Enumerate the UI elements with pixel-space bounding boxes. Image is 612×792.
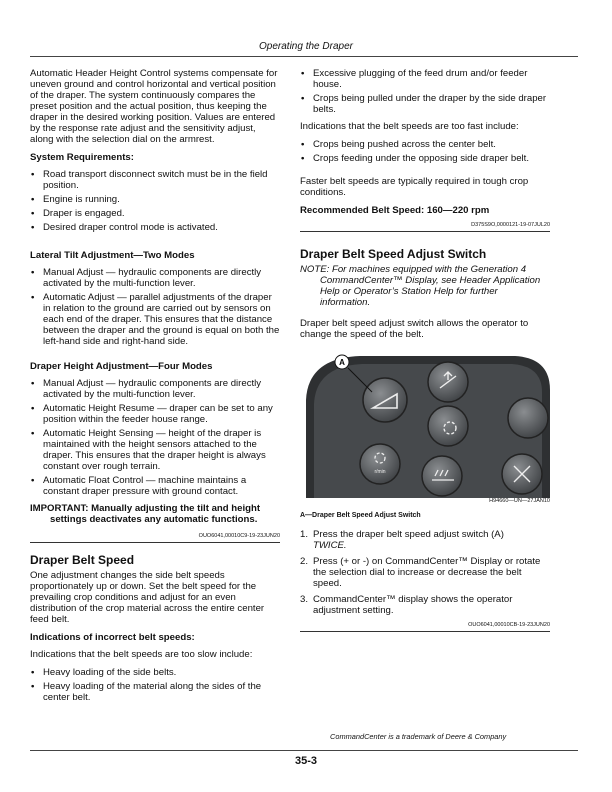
faster-speeds-note: Faster belt speeds are typically required in tough crop conditions. bbox=[300, 176, 529, 198]
speed-button bbox=[360, 444, 400, 484]
figure-caption: A—Draper Belt Speed Adjust Switch bbox=[300, 512, 421, 519]
lateral-tilt-heading: Lateral Tilt Adjustment—Two Modes bbox=[30, 250, 195, 261]
list-item bbox=[300, 556, 550, 589]
switch-description: Draper belt speed adjust switch allows the operator to change the speed of the belt. bbox=[300, 318, 529, 340]
footer-rule bbox=[30, 750, 578, 751]
step-number: 2. bbox=[300, 556, 309, 567]
armrest-switch-figure bbox=[300, 350, 550, 504]
ahhc-intro: Automatic Header Height Control systems compensate for uneven ground and control horizontal and vertical position of the draper. The system continuously compares the preset position and the actual position, thus keeping the draper in the desired working position. Values are entered by the response rate adjust and the sensitivity adjust, along with the selection dial on the armrest. bbox=[30, 68, 278, 145]
step-text: CommandCenter™ display shows the operator adjustment setting. bbox=[313, 594, 513, 616]
step-text: Press (+ or -) on CommandCenter™ Display or rotate the selection dial to increase or decrease the belt speed. bbox=[313, 556, 541, 589]
figure-reference: H94660—UN—27JAN10 bbox=[489, 498, 550, 504]
reference-code: OUO6041,00010CB-19-23JUN20 bbox=[300, 622, 550, 632]
left-column bbox=[30, 68, 280, 709]
draper-belt-speed-button bbox=[363, 378, 407, 422]
right-button-upper bbox=[508, 398, 548, 438]
system-requirements-heading: System Requirements: bbox=[30, 152, 134, 163]
list-item: • Crops being pushed across the center belt. bbox=[300, 139, 550, 150]
draper-belt-speed-heading: Draper Belt Speed bbox=[30, 553, 135, 567]
list-item: • Automatic Float Control — machine maintains a constant draper pressure with ground contact. bbox=[30, 475, 280, 497]
list-item: • Excessive plugging of the feed drum and/or feeder house. bbox=[300, 68, 550, 90]
armrest-control-panel-illustration bbox=[300, 350, 550, 498]
list-item: • Desired draper control mode is activated. bbox=[30, 222, 280, 233]
list-item: • Heavy loading of the material along the sides of the center belt. bbox=[30, 681, 280, 703]
generation4-note: NOTE: For machines equipped with the Generation 4 CommandCenter™ Display, see Header Application Help or Operator’s Station Help for further information. bbox=[300, 264, 541, 308]
too-slow-list-continued bbox=[300, 68, 550, 115]
list-item: • Automatic Height Sensing — height of the draper is maintained with the height sensors attached to the draper. This ensures that the draper height is always constant over rough terrain. bbox=[30, 428, 280, 472]
list-item: • Crops feeding under the opposing side draper belt. bbox=[300, 153, 550, 164]
list-item: • Automatic Adjust — parallel adjustments of the draper in relation to the ground are carried out by sensors on each end of the draper. This ensures that the distance between the draper and the ground is equal on both the left-hand side and right-hand side. bbox=[30, 292, 280, 347]
list-item bbox=[300, 594, 550, 616]
step-emphasis: TWICE. bbox=[313, 540, 347, 551]
step-number: 3. bbox=[300, 594, 309, 605]
incorrect-speeds-heading: Indications of incorrect belt speeds: bbox=[30, 632, 195, 643]
page-number: 35-3 bbox=[294, 755, 318, 767]
procedure-steps bbox=[300, 529, 550, 616]
right-column bbox=[300, 68, 550, 644]
system-requirements-list bbox=[30, 169, 280, 233]
too-fast-intro: Indications that the belt speeds are too fast include: bbox=[300, 121, 519, 132]
list-item: • Crops being pulled under the draper by the side draper belts. bbox=[300, 93, 550, 115]
belt-speed-switch-heading: Draper Belt Speed Adjust Switch bbox=[300, 247, 487, 261]
lateral-tilt-list bbox=[30, 267, 280, 347]
header-button bbox=[422, 456, 462, 496]
list-item: • Automatic Height Resume — draper can be set to any position within the feeder house range. bbox=[30, 403, 280, 425]
header-rule bbox=[30, 56, 578, 57]
reel-button bbox=[428, 406, 468, 446]
belt-speed-intro: One adjustment changes the side belt speeds proportionately up or down. Set the belt speed for the prevailing crop conditions and adjust for an even distribution of the crop material across the entire center feed belt. bbox=[30, 570, 265, 625]
draper-height-list bbox=[30, 378, 280, 497]
list-item: • Road transport disconnect switch must be in the field position. bbox=[30, 169, 280, 191]
running-header: Operating the Draper bbox=[259, 41, 353, 52]
reference-code: D375S9O,0000121-19-07JUL20 bbox=[300, 222, 550, 232]
too-slow-intro: Indications that the belt speeds are too slow include: bbox=[30, 649, 253, 660]
important-notice: IMPORTANT: Manually adjusting the tilt and height settings deactivates any automatic functions. bbox=[30, 503, 261, 525]
recommended-belt-speed: Recommended Belt Speed: 160—220 rpm bbox=[300, 205, 490, 216]
trademark-notice: CommandCenter is a trademark of Deere & Company bbox=[330, 732, 507, 741]
list-item: • Heavy loading of the side belts. bbox=[30, 667, 280, 678]
list-item: • Manual Adjust — hydraulic components are directly activated by the multi-function lever. bbox=[30, 267, 280, 289]
draper-height-heading: Draper Height Adjustment—Four Modes bbox=[30, 361, 213, 372]
callout-a-label: A bbox=[339, 358, 345, 367]
rpm-label: r/min bbox=[374, 469, 386, 475]
step-text: Press the draper belt speed adjust switch (A) bbox=[313, 529, 504, 540]
list-item: • Manual Adjust — hydraulic components are directly activated by the multi-function lever. bbox=[30, 378, 280, 400]
list-item: • Engine is running. bbox=[30, 194, 280, 205]
list-item bbox=[300, 529, 550, 551]
step-number: 1. bbox=[300, 529, 309, 540]
too-slow-list bbox=[30, 667, 280, 703]
too-fast-list bbox=[300, 139, 550, 164]
reference-code: OUO6041,00010C9-19-23JUN20 bbox=[30, 533, 280, 543]
list-item: • Draper is engaged. bbox=[30, 208, 280, 219]
